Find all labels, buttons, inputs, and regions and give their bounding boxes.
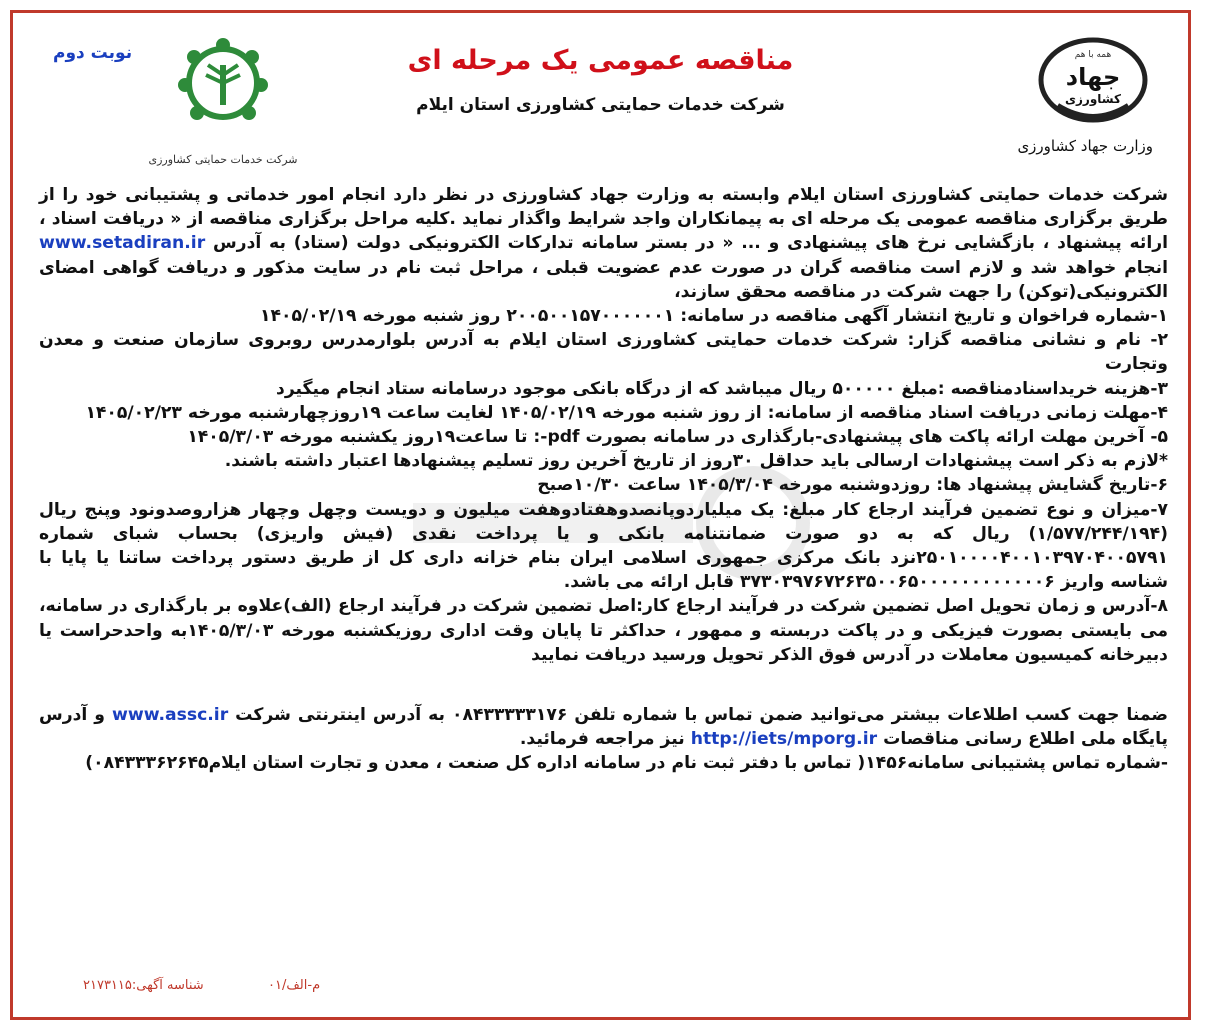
notice-frame xyxy=(10,10,1191,1020)
round-label: نوبت دوم xyxy=(53,43,133,63)
item-6: ۶-تاریخ گشایش پیشنهاد ها: روزدوشنبه مورخه ۱۴۰۵/۳/۰۴ ساعت ۱۰/۳۰صبح xyxy=(537,475,1168,496)
jahad-logo-main: جهاد xyxy=(1065,63,1121,91)
item-8: ۸-آدرس و زمان تحویل اصل تضمین شرکت در فرآیند ارجاع کار:اصل تضمین شرکت در فرآیند ارجاع (الف)علاوه بر بارگذاری در سامانه، می بایستی بصورت فیزیکی و در پاکت دربسته و ممهور ، حداکثر تا پایان وقت اداری روزیکشنبه مورخه ۱۴۰۵/۳/۰۳به واحدحراست یا دبیرخانه کمیسیون معاملات در آدرس فوق الذکر تحویل ورسید دریافت نمایید xyxy=(39,596,1168,665)
iets-link[interactable]: http://iets/mporg.ir xyxy=(690,729,878,750)
item-5: ۵- آخرین مهلت ارائه پاکت های پیشنهادی-بارگذاری در سامانه بصورت pdf-: تا ساعت۱۹روز یکشنبه مورخه ۱۴۰۵/۳/۰۳ xyxy=(187,427,1168,448)
item-3: ۳-هزینه خریداسنادمناقصه :مبلغ ۵۰۰۰۰۰ ریال میباشد که از درگاه بانکی موجود درسامانه ستاد انجام میگیرد xyxy=(276,378,1168,399)
jahad-logo-sub: کشاورزی xyxy=(1065,92,1121,106)
contact-text-1: ضمنا جهت کسب اطلاعات بیشتر می‌توانید ضمن تماس با شماره تلفن ۰۸۴۳۳۳۳۳۱۷۶ به آدرس اینترنتی شرکت xyxy=(235,705,1168,726)
intro-paragraph xyxy=(39,183,1168,304)
ministry-label: وزارت جهاد کشاورزی xyxy=(1017,137,1153,155)
jahad-logo xyxy=(1028,35,1158,125)
item-2: ۲- نام و نشانی مناقصه گزار: شرکت خدمات حمایتی کشاورزی استان ایلام به آدرس بلوارمدرس روبروی سازمان صنعت و معدن وتجارت xyxy=(39,330,1168,375)
jahad-logo-top: همه با هم xyxy=(1074,50,1112,60)
contact-text-2: و آدرس پایگاه ملی اطلاع رسانی مناقصات xyxy=(39,705,1168,750)
contact-text-3: نیز مراجعه فرمائید. xyxy=(519,729,685,750)
item-7: ۷-میزان و نوع تضمین فرآیند ارجاع کار مبلغ: یک میلیاردوپانصدوهفتادوهفت میلیون و دویست وچهل وچهار هزاروصدونود وپنج ریال (۱/۵۷۷/۲۴۴/۱۹۴) ریال که به دو صورت ضمانتنامه بانکی و یا پرداخت نقدی (فیش واریزی) بحساب شبای شماره ۲۵۰۱۰۰۰۰۴۰۰۱۰۳۹۷۰۴۰۰۵۷۹۱نزد بانک مرکزی جمهوری اسلامی ایران بنام خزانه داری کل از طریق دستور پرداخت ساتنا یا پایا با شناسه واریز ۳۷۳۰۳۹۷۶۷۲۶۳۵۰۰۶۵۰۰۰۰۰۰۰۰۰۰۰۰۶ قابل ارائه می باشد. xyxy=(39,499,1168,593)
ad-code: م-الف/۰۱ xyxy=(268,978,321,993)
setadiran-link[interactable]: www.setadiran.ir xyxy=(39,233,206,254)
page-subtitle: شرکت خدمات حمایتی کشاورزی استان ایلام xyxy=(416,95,785,115)
notice-body xyxy=(39,183,1168,776)
validity-note: *لازم به ذکر است پیشنهادات ارسالی باید حداقل ۳۰روز از تاریخ آخرین روز تسلیم پیشنهادها اعتبار داشته باشند. xyxy=(224,451,1168,472)
intro-text-2: انجام خواهد شد و لازم است مناقصه گران در صورت عدم عضویت قبلی ، مراحل ثبت نام در سایت مذکور و دریافت گواهی امضای الکترونیکی(توکن) را جهت شرکت در مناقصه محقق سازند، xyxy=(39,257,1168,302)
support-line: -شماره تماس پشتیبانی سامانه۱۴۵۶( تماس با دفتر ثبت نام در سامانه اداره کل صنعت ، معدن و تجارت استان ایلام۰۸۴۳۳۳۶۲۶۴۵) xyxy=(85,753,1168,774)
assc-logo-text: شرکت خدمات حمایتی کشاورزی xyxy=(148,153,298,166)
assc-link[interactable]: www.assc.ir xyxy=(111,705,229,726)
notice-header xyxy=(13,13,1188,181)
page-title: مناقصه عمومی یک مرحله ای xyxy=(407,45,794,76)
contact-paragraph xyxy=(39,703,1168,751)
item-4: ۴-مهلت زمانی دریافت اسناد مناقصه از سامانه: از روز شنبه مورخه ۱۴۰۵/۰۲/۱۹ لغایت ساعت ۱۹روزچهارشنبه مورخه ۱۴۰۵/۰۲/۲۳ xyxy=(85,402,1168,423)
intro-text-1: شرکت خدمات حمایتی کشاورزی استان ایلام وابسته به وزارت جهاد کشاورزی در نظر دارد انجام امور خدماتی و پشتیبانی خود را از طریق برگزاری مناقصه عمومی یک مرحله ای به پیمانکاران واجد شرایط واگذار نماید .کلیه مراحل برگزاری مناقصه از « دریافت اسناد ، ارائه پیشنهاد ، بازگشایی نرخ های پیشنهادی و ... « در بستر سامانه تدارکات الکترونیکی دولت (ستاد) به آدرس xyxy=(39,185,1168,254)
ad-id: شناسه آگهی:۲۱۷۳۱۱۵ xyxy=(83,978,204,993)
item-1: ۱-شماره فراخوان و تاریخ انتشار آگهی مناقصه در سامانه: ۲۰۰۵۰۰۱۵۷۰۰۰۰۰۰۱ روز شنبه مورخه ۱۴۰۵/۰۲/۱۹ xyxy=(260,306,1168,327)
